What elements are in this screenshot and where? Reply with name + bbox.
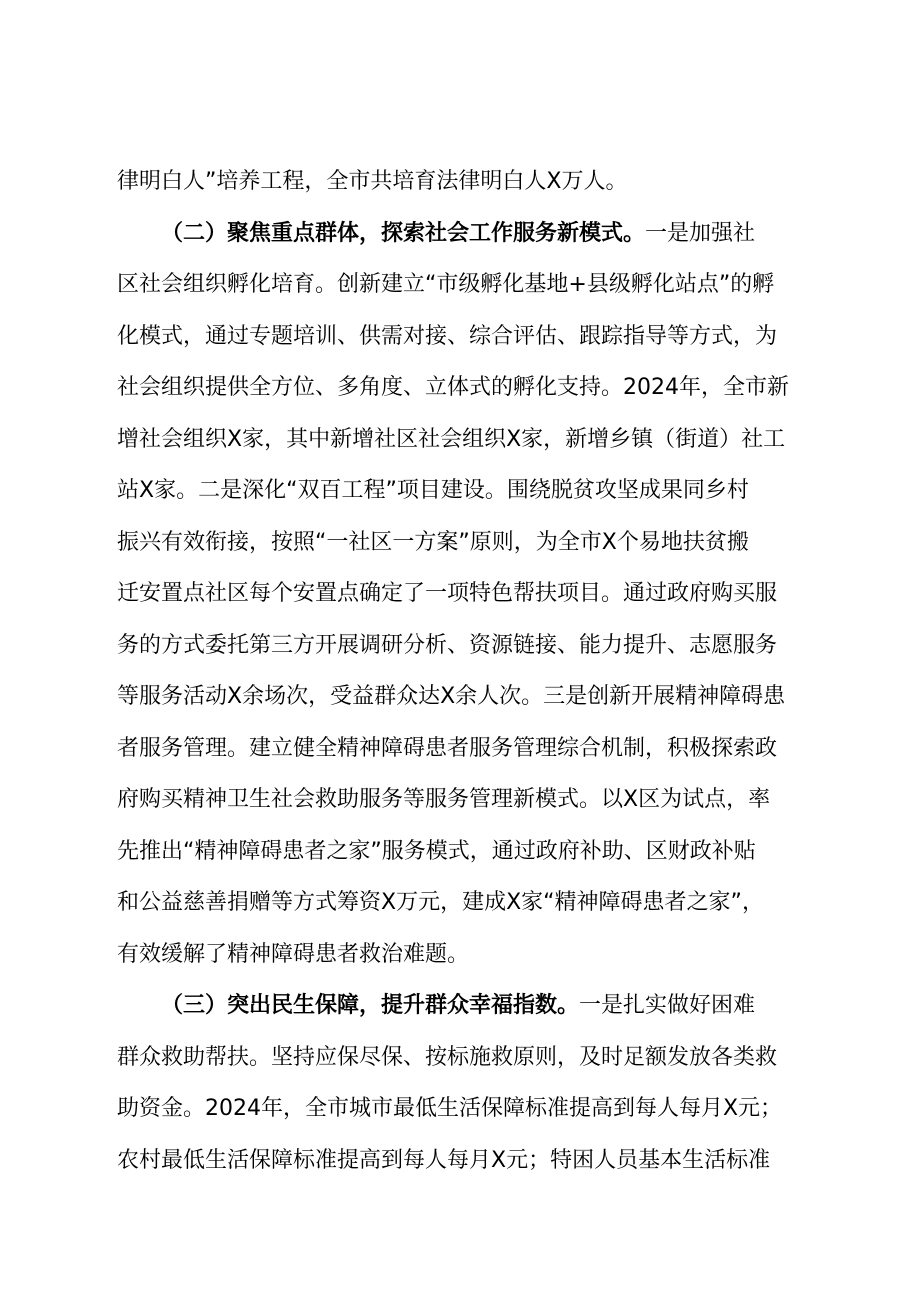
text-line-20 (117, 1135, 812, 1187)
line-text: 群众救助帮扶。坚持应保尽保、按标施救原则，及时足额发放各类救 (117, 1044, 778, 1070)
line-text: 府购买精神卫生社会救助服务等服务管理新模式。以X区为试点，率 (117, 787, 771, 812)
text-line-12 (117, 723, 812, 775)
text-line-10 (117, 620, 812, 672)
text-line-1 (117, 156, 812, 208)
text-line-5 (117, 362, 812, 414)
text-line-15 (117, 877, 812, 929)
line-text: 助资金。2024年，全市城市最低生活保障标准提高到每人每月X元； (117, 1096, 783, 1121)
line-text: 一是加强社 (645, 220, 756, 246)
line-text: 化模式，通过专题培训、供需对接、综合评估、跟踪指导等方式，为 (117, 323, 778, 349)
line-text: 先推出“精神障碍患者之家”服务模式，通过政府补助、区财政补贴 (117, 838, 756, 864)
line-text: 和公益慈善捐赠等方式筹资X万元，建成X家“精神障碍患者之家”， (117, 890, 764, 915)
text-line-6 (117, 414, 812, 466)
section-title: （三）突出民生保障，提升群众幸福指数。 (161, 993, 580, 1018)
text-line-18 (117, 1032, 812, 1084)
line-text: 迁安置点社区每个安置点确定了一项特色帮扶项目。通过政府购买服 (117, 581, 778, 606)
line-text: 律明白人”培养工程，全市共培育法律明白人X万人。 (117, 169, 628, 194)
line-text: 农村最低生活保障标准提高到每人每月X元；特困人员基本生活标准 (117, 1147, 771, 1173)
text-line-14 (117, 826, 812, 878)
section-heading-3 (117, 980, 812, 1032)
section-title: （二）聚焦重点群体，探索社会工作服务新模式。 (161, 220, 646, 246)
line-text: 区社会组织孵化培育。创新建立“市级孵化基地+县级孵化站点”的孵 (117, 272, 775, 297)
line-text: 一是扎实做好困难 (579, 993, 756, 1018)
line-text: 站X家。二是深化“双百工程”项目建设。围绕脱贫攻坚成果同乡村 (117, 478, 749, 503)
text-line-3 (117, 259, 812, 311)
line-text: 增社会组织X家，其中新增社区社会组织X家，新增乡镇（街道）社工 (117, 426, 786, 452)
text-line-7 (117, 465, 812, 517)
line-text: 社会组织提供全方位、多角度、立体式的孵化支持。2024年，全市新 (117, 375, 789, 400)
text-line-13 (117, 774, 812, 826)
text-line-8 (117, 517, 812, 569)
line-text: 振兴有效衔接，按照“一社区一方案”原则，为全市X个易地扶贫搬 (117, 529, 749, 555)
text-line-9 (117, 568, 812, 620)
text-line-19 (117, 1083, 812, 1135)
document-body (117, 156, 812, 1186)
line-text: 等服务活动X余场次，受益群众达X余人次。三是创新开展精神障碍患 (117, 684, 786, 709)
text-line-16 (117, 929, 812, 981)
line-text: 者服务管理。建立健全精神障碍患者服务管理综合机制，积极探索政 (117, 735, 778, 761)
text-line-4 (117, 311, 812, 363)
section-heading-2 (117, 208, 812, 260)
line-text: 务的方式委托第三方开展调研分析、资源链接、能力提升、志愿服务 (117, 632, 778, 658)
text-line-11 (117, 671, 812, 723)
line-text: 有效缓解了精神障碍患者救治难题。 (117, 941, 470, 967)
